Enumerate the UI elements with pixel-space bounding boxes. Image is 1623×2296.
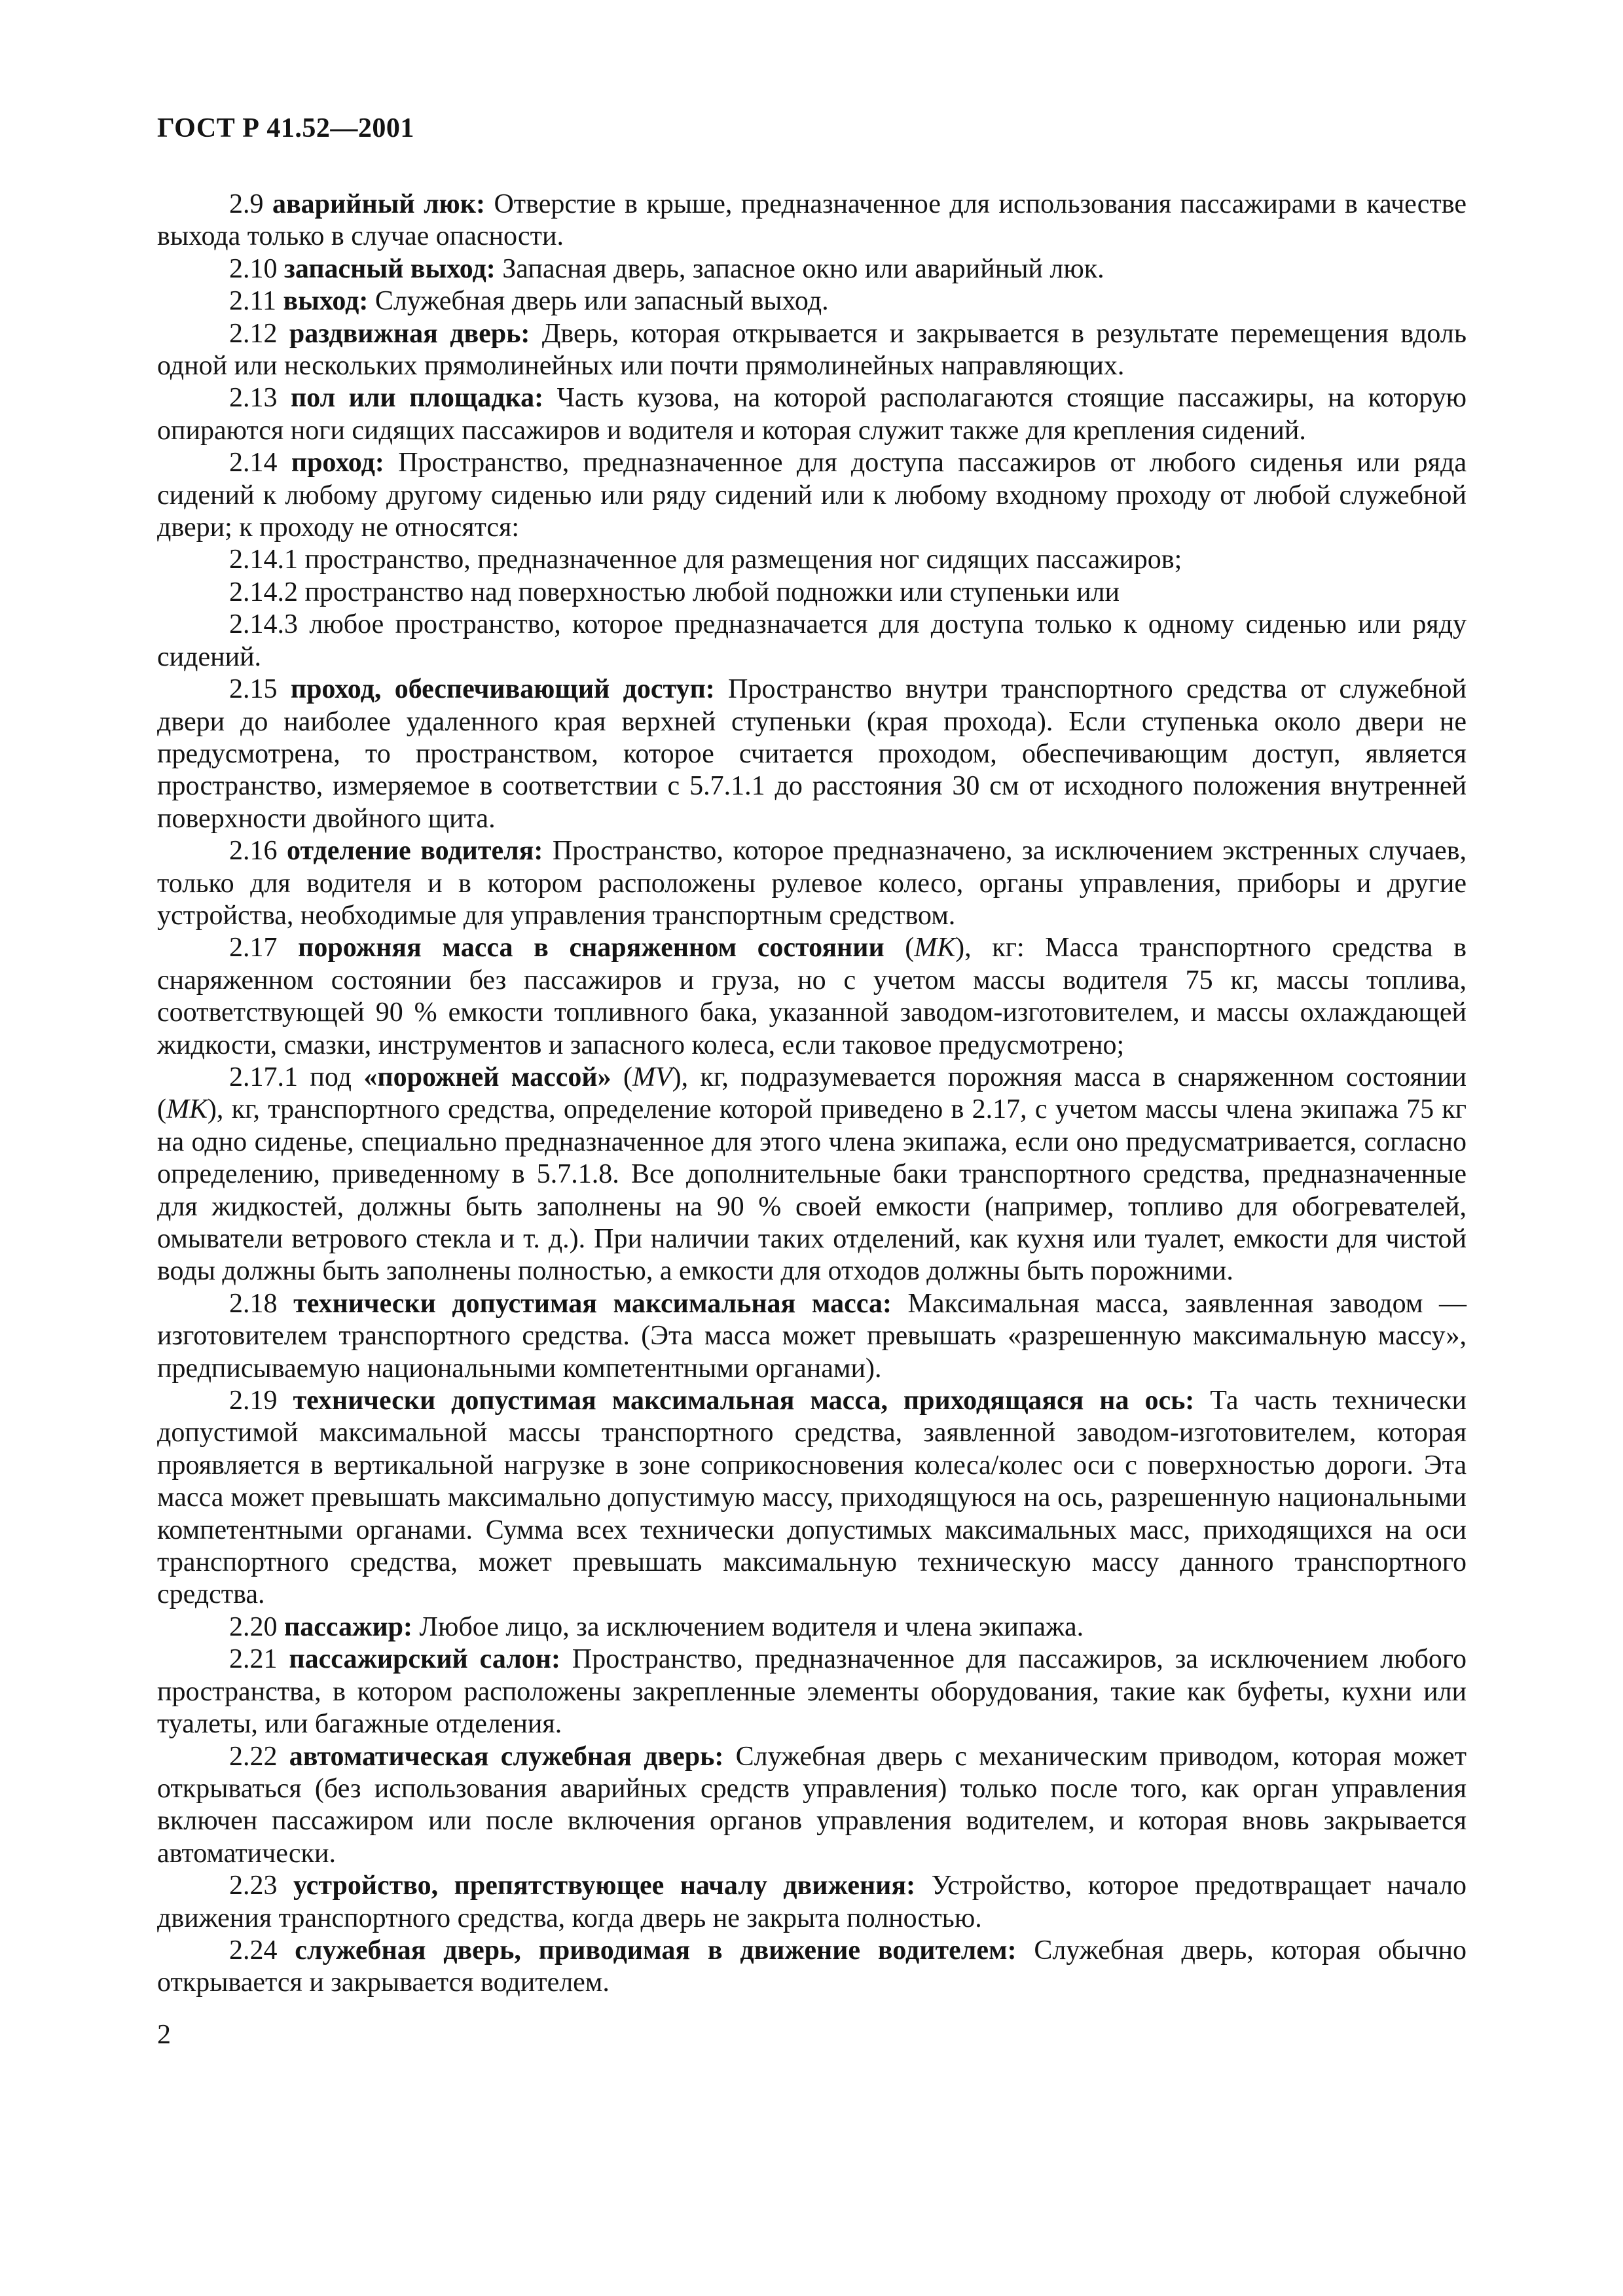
term: «порожней массой» xyxy=(363,1062,611,1092)
definition-2-13: 2.13 пол или площадка: Часть кузова, на которой располагаются стоящие пассажиры, на которую опираются ноги сидящих пассажиров и водителя и которая служит также для крепления сидений. xyxy=(157,383,1467,446)
definition-2-18: 2.18 технически допустимая максимальная масса: Максимальная масса, заявленная заводом — изготовителем транспортного средства. (Эта масса может превышать «разрешенную максимальную массу», предписываемую национальными компетентными органами). xyxy=(157,1288,1467,1384)
term: пассажирский салон: xyxy=(289,1644,560,1675)
term: запасный выход: xyxy=(284,253,496,284)
term: служебная дверь, приводимая в движение водителем: xyxy=(295,1935,1017,1965)
document-header: ГОСТ Р 41.52—2001 xyxy=(157,113,414,143)
term: проход, обеспечивающий доступ: xyxy=(290,674,715,705)
term: раздвижная дверь: xyxy=(289,318,530,349)
term: технически допустимая максимальная масса: xyxy=(293,1288,892,1319)
definition-2-9: 2.9 аварийный люк: Отверстие в крыше, предназначенное для использования пассажирами в качестве выхода только в случае опасности. xyxy=(157,189,1467,252)
definition-2-21: 2.21 пассажирский салон: Пространство, предназначенное для пассажиров, за исключением любого пространства, в котором расположены закрепленные элементы оборудования, такие как буфеты, кухни или туалеты, или багажные отделения. xyxy=(157,1644,1467,1740)
term: пол или площадка: xyxy=(290,383,544,414)
definition-2-17-1: 2.17.1 под «порожней массой» (MV), кг, подразумевается порожняя масса в снаряженном состоянии (МК), кг, транспортного средства, определение которой приведено в 2.17, с учетом массы члена экипажа 75 кг на одно сиденье, специально предназначенное для этого члена экипажа, если оно предусматривается, согласно определению, приведенному в 5.7.1.8. Все дополнительные баки транспортного средства, предназначенные для жидкостей, должны быть заполнены на 90 % своей емкости (например, топливо для обогревателей, омыватели ветрового стекла и т. д.). При наличии таких отделений, как кухня или туалет, емкости для чистой воды должны быть заполнены полностью, а емкости для отходов должны быть порожними. xyxy=(157,1062,1467,1287)
term: аварийный люк: xyxy=(272,189,485,219)
definition-2-24: 2.24 служебная дверь, приводимая в движение водителем: Служебная дверь, которая обычно открывается и закрывается водителем. xyxy=(157,1935,1467,1998)
definition-2-16: 2.16 отделение водителя: Пространство, которое предназначено, за исключением экстренных случаев, только для водителя и в котором расположены рулевое колесо, органы управления, приборы и другие устройства, необходимые для управления транспортным средством. xyxy=(157,836,1467,931)
term: выход: xyxy=(283,286,369,317)
term: устройство, препятствующее началу движения: xyxy=(293,1871,916,1901)
term: отделение водителя: xyxy=(287,836,543,867)
symbol: МК xyxy=(914,933,956,963)
term: автоматическая служебная дверь: xyxy=(289,1741,724,1772)
term: пассажир: xyxy=(284,1611,412,1642)
definition-2-23: 2.23 устройство, препятствующее началу движения: Устройство, которое предотвращает начало движения транспортного средства, когда дверь не закрыта полностью. xyxy=(157,1871,1467,1933)
document-body xyxy=(157,188,1467,2000)
term: проход: xyxy=(291,448,384,478)
definition-2-15: 2.15 проход, обеспечивающий доступ: Пространство внутри транспортного средства от служебной двери до наиболее удаленного края верхней ступеньки (края прохода). Если ступенька около двери не предусмотрена, то пространством, которое считается проходом, обеспечивающим доступ, является пространство, измеряемое в соответствии с 5.7.1.1 до расстояния 30 см от исходного положения внутренней поверхности двойного щита. xyxy=(157,674,1467,834)
term: порожняя масса в снаряженном состоянии xyxy=(298,933,884,963)
definition-2-20: 2.20 пассажир: Любое лицо, за исключением водителя и члена экипажа. xyxy=(229,1611,1084,1642)
definition-2-14-2: 2.14.2 пространство над поверхностью любой подножки или ступеньки или xyxy=(229,577,1120,607)
definition-2-14-3: 2.14.3 любое пространство, которое предназначается для доступа только к одному сиденью или ряду сидений. xyxy=(157,609,1467,672)
definition-2-14: 2.14 проход: Пространство, предназначенное для доступа пассажиров от любого сиденья или ряда сидений к любому другому сиденью или ряду сидений или к любому входному проходу от любой служебной двери; к проходу не относятся: xyxy=(157,448,1467,543)
definition-2-19: 2.19 технически допустимая максимальная масса, приходящаяся на ось: Та часть технически допустимой максимальной массы транспортного средства, заявленной заводом-изготовителем, которая проявляется в вертикальной нагрузке в зоне соприкосновения колеса/колес оси с поверхностью дороги. Эта масса может превышать максимально допустимую массу, приходящуюся на ось, разрешенную национальными компетентными органами. Сумма всех технически допустимых максимальных масс, приходящихся на оси транспортного средства, может превышать максимальную техническую массу данного транспортного средства. xyxy=(157,1386,1467,1610)
definition-2-10: 2.10 запасный выход: Запасная дверь, запасное окно или аварийный люк. xyxy=(229,253,1104,284)
term: технически допустимая максимальная масса, приходящаяся на ось: xyxy=(293,1386,1195,1416)
definition-2-22: 2.22 автоматическая служебная дверь: Служебная дверь с механическим приводом, которая может открываться (без использования аварийных средств управления) только после того, как орган управления включен пассажиром или после включения органов управления водителем, и которая вновь закрывается автоматически. xyxy=(157,1741,1467,1869)
symbol: МК xyxy=(166,1094,208,1125)
definition-2-14-1: 2.14.1 пространство, предназначенное для размещения ног сидящих пассажиров; xyxy=(229,545,1182,575)
page-number: 2 xyxy=(157,2020,171,2050)
definition-2-11: 2.11 выход: Служебная дверь или запасный выход. xyxy=(229,286,829,317)
definition-2-17: 2.17 порожняя масса в снаряженном состоянии (МК), кг: Масса транспортного средства в снаряженном состоянии без пассажиров и груза, но с учетом массы водителя 75 кг, массы топлива, соответствующей 90 % емкости топливного бака, указанной заводом-изготовителем, и массы охлаждающей жидкости, смазки, инструментов и запасного колеса, если таковое предусмотрено; xyxy=(157,933,1467,1060)
symbol: MV xyxy=(632,1062,672,1092)
definition-2-12: 2.12 раздвижная дверь: Дверь, которая открывается и закрывается в результате перемещения вдоль одной или нескольких прямолинейных или почти прямолинейных направляющих. xyxy=(157,318,1467,382)
